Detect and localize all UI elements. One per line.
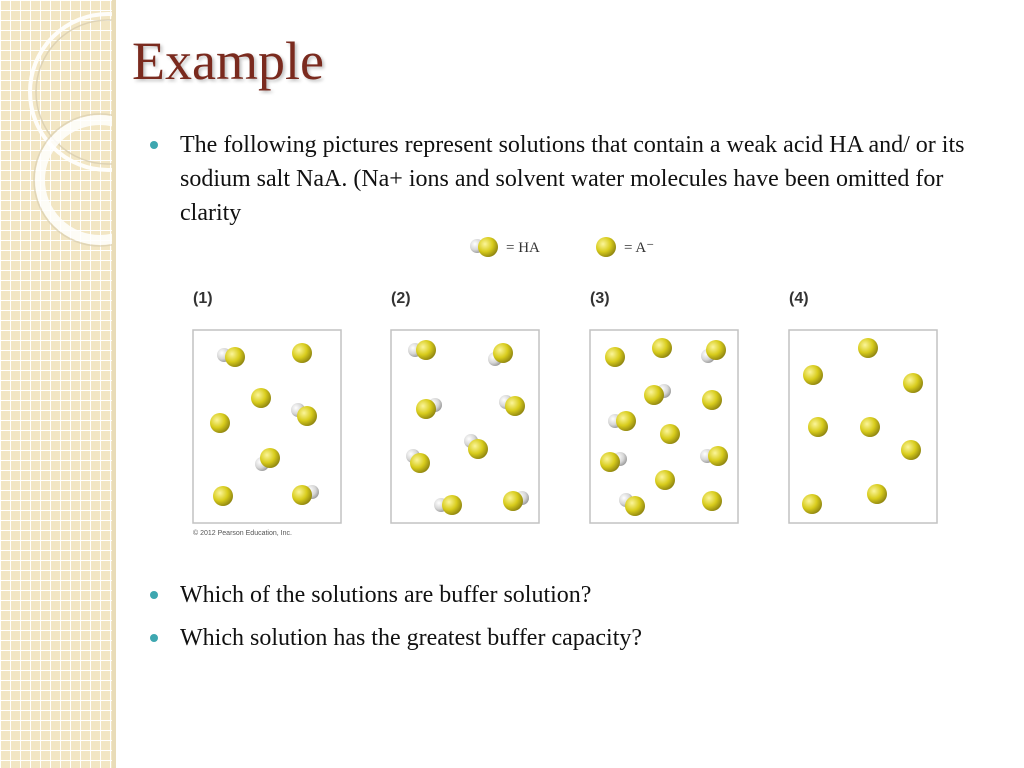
legend-ha-symbol: [470, 237, 498, 257]
solution-panel-4: [789, 290, 937, 523]
a-minus-ion: [702, 491, 722, 511]
ha-molecule: [619, 493, 645, 516]
a-minus-ion: [860, 417, 880, 437]
bullet-dot: [150, 141, 158, 149]
ha-molecule: [292, 485, 319, 505]
legend: [470, 237, 654, 257]
a-minus-ion: [808, 417, 828, 437]
ha-molecule: [416, 398, 442, 419]
solution-panel-3: [590, 290, 738, 523]
solution-panel-1: [193, 290, 341, 523]
sidebar-edge: [112, 0, 116, 768]
ha-molecule: [408, 340, 436, 360]
panel-label: (4): [789, 290, 809, 307]
bullet-dot: [150, 634, 158, 642]
ha-molecule: [291, 403, 317, 426]
legend-a-minus-label: = A⁻: [624, 240, 655, 256]
ha-molecule: [464, 434, 488, 459]
a-minus-ion: [292, 343, 312, 363]
a-minus-ion: [802, 494, 822, 514]
ha-molecule: [503, 491, 529, 511]
ha-molecule: [255, 448, 280, 471]
a-minus-ion: [858, 338, 878, 358]
a-minus-ion: [605, 347, 625, 367]
bullet-dot: [150, 591, 158, 599]
ha-molecule: [488, 343, 513, 366]
sidebar-rings: [0, 0, 112, 768]
decorative-sidebar: [0, 0, 112, 768]
ha-molecule: [608, 411, 636, 431]
copyright-credit: © 2012 Pearson Education, Inc.: [193, 530, 292, 537]
ha-molecule: [499, 395, 525, 416]
slide-title: Example: [132, 31, 324, 91]
ha-molecule: [701, 340, 726, 363]
a-minus-ion: [210, 413, 230, 433]
a-minus-ion: [803, 365, 823, 385]
panel-frame: [193, 330, 341, 523]
a-minus-ion: [867, 484, 887, 504]
bullet-text: Which solution has the greatest buffer capacity?: [180, 625, 643, 651]
panel-frame: [789, 330, 937, 523]
a-minus-ion: [903, 373, 923, 393]
bullet-text: The following pictures represent solutions that contain a weak acid HA and/ or its sodium salt NaA. (Na+ ions and solvent water molecules have been omitted for clarity: [180, 132, 965, 226]
a-minus-ion: [660, 424, 680, 444]
ha-molecule: [217, 347, 245, 367]
a-minus-ion: [213, 486, 233, 506]
a-minus-ion: [655, 470, 675, 490]
panel-frame: [590, 330, 738, 523]
ha-molecule: [600, 452, 627, 472]
bullet-item-question-2: [150, 621, 980, 655]
panel-label: (2): [391, 290, 411, 307]
ha-molecule: [700, 446, 728, 466]
panel-label: (1): [193, 290, 213, 307]
a-minus-ion: [901, 440, 921, 460]
ha-molecule: [644, 384, 671, 405]
legend-ha-label: = HA: [506, 240, 540, 256]
bullet-text: Which of the solutions are buffer solution?: [180, 582, 592, 608]
solution-panels: [193, 290, 937, 523]
ha-molecule: [406, 449, 430, 473]
a-minus-ion: [652, 338, 672, 358]
ha-molecule: [434, 495, 462, 515]
a-minus-ion: [251, 388, 271, 408]
bullet-item-question-1: [150, 578, 980, 612]
legend-a-minus-symbol: [596, 237, 616, 257]
a-minus-ion: [702, 390, 722, 410]
solution-panel-2: [391, 290, 539, 523]
bullet-item-intro: [150, 128, 980, 232]
panel-frame: [391, 330, 539, 523]
panel-label: (3): [590, 290, 610, 307]
